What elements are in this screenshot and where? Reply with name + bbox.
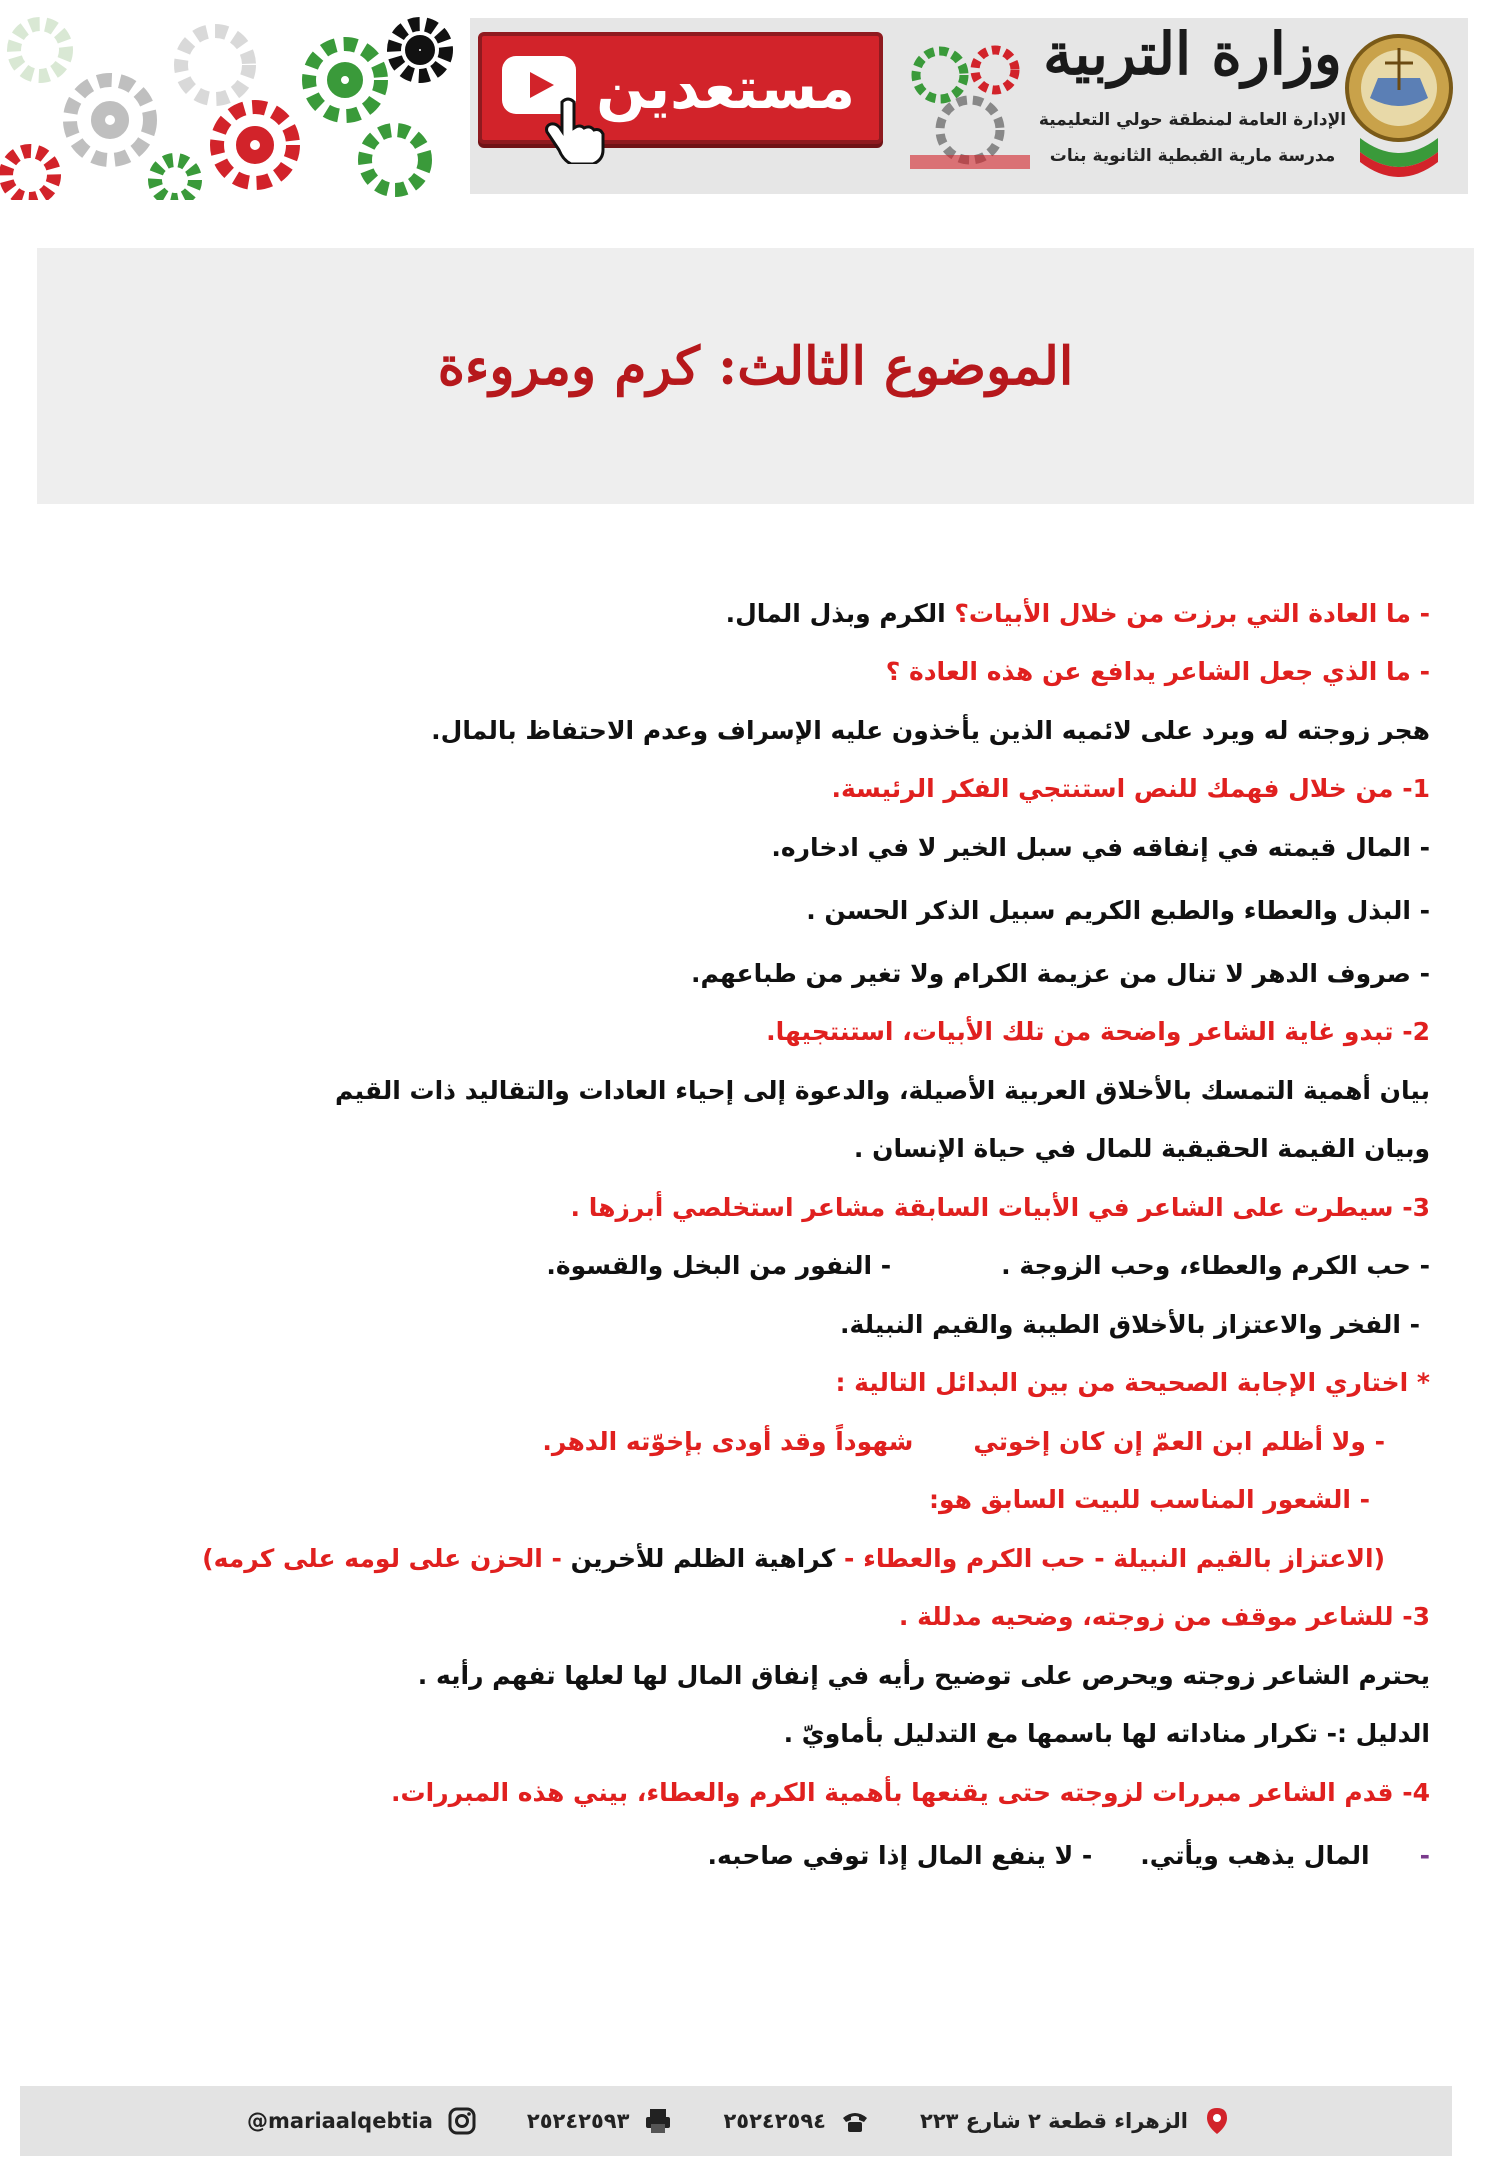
poem-hemistich: - ولا أظلم ابن العمّ إن كان إخوتي — [973, 1427, 1385, 1456]
footer-bar — [20, 2086, 1452, 2156]
district-line: الإدارة العامة لمنطقة حولي التعليمية — [1038, 110, 1347, 130]
answer-line — [225, 1239, 1430, 1293]
footer-instagram[interactable]: @mariaalqebtia — [247, 2109, 433, 2133]
question-line: 4- قدم الشاعر مبررات لزوجته حتى يقنعها بأهمية الكرم والعطاء، بيني هذه المبررات. — [391, 1778, 1430, 1807]
subscribe-button[interactable] — [478, 32, 883, 144]
question-line — [225, 582, 1430, 645]
lesson-content — [202, 582, 1430, 1887]
answer-text: - النفور من البخل والقسوة. — [546, 1251, 892, 1280]
footer-phone: ٢٥٢٤٢٥٩٤ — [723, 2109, 826, 2133]
kuwait-emblem-icon — [1340, 18, 1458, 188]
answer-line — [225, 1824, 1430, 1887]
footer-address: الزهراء قطعة ٢ شارع ٢٢٣ — [920, 2109, 1188, 2133]
answer-line: بيان أهمية التمسك بالأخلاق العربية الأصيلة، والدعوة إلى إحياء العادات والتقاليد ذات القيم — [335, 1076, 1430, 1105]
title-box — [37, 248, 1474, 504]
header-banner — [0, 0, 1500, 200]
answer-line: يحترم الشاعر زوجته ويحرص على توضيح رأيه في إنفاق المال لها لعلها تفهم رأيه . — [417, 1661, 1430, 1690]
poem-hemistich: شهوداً وقد أودى بإخوّته الدهر. — [542, 1427, 914, 1456]
answer-line: - صروف الدهر لا تنال من عزيمة الكرام ولا تغير من طباعهم. — [690, 959, 1430, 988]
question-line: 3- للشاعر موقف من زوجته، وضحيه مدللة . — [898, 1602, 1430, 1631]
footer-fax: ٢٥٢٤٢٥٩٣ — [526, 2109, 630, 2133]
answer-text: - حب الكرم والعطاء، وحب الزوجة . — [1001, 1251, 1430, 1280]
question-line: 3- سيطرت على الشاعر في الأبيات السابقة مشاعر استخلصي أبرزها . — [570, 1193, 1430, 1222]
answer-text: الكرم وبذل المال. — [725, 599, 955, 628]
school-line: مدرسة مارية القبطية الثانوية بنات — [1049, 146, 1336, 166]
location-pin-icon — [1202, 2106, 1232, 2136]
question-text: - ما العادة التي برزت من خلال الأبيات؟ — [954, 599, 1430, 628]
question-line: 1- من خلال فهمك للنص استنتجي الفكر الرئيسة. — [831, 774, 1430, 803]
answer-line: الدليل :- تكرار مناداته لها باسمها مع التدليل بأماويّ . — [783, 1719, 1430, 1748]
phone-icon — [840, 2106, 870, 2136]
answer-text: - لا ينفع المال إذا توفي صاحبه. — [707, 1841, 1093, 1870]
answer-line: وبيان القيمة الحقيقية للمال في حياة الإنسان . — [853, 1134, 1430, 1163]
bullet-dash: - — [1419, 1841, 1430, 1870]
footer-contacts — [247, 2086, 1232, 2156]
answer-line: - الفخر والاعتزاز بالأخلاق الطيبة والقيم النبيلة. — [840, 1310, 1420, 1339]
fax-printer-icon — [643, 2106, 673, 2136]
subscribe-label: مستعدين — [596, 54, 855, 122]
answer-line: - المال قيمته في إنفاقه في سبل الخير لا في ادخاره. — [771, 833, 1430, 862]
answer-line: هجر زوجته له ويرد على لائميه الذين يأخذون عليه الإسراف وعدم الاحتفاظ بالمال. — [431, 716, 1430, 745]
answer-text: المال يذهب ويأتي. — [1140, 1841, 1370, 1870]
answer-line: - البذل والعطاء والطبع الكريم سبيل الذكر الحسن . — [806, 896, 1430, 925]
poem-line — [225, 1410, 1430, 1473]
ministry-name: وزارة التربية — [1043, 20, 1342, 88]
choice-text: - الحزن على لومه على كرمه) — [202, 1544, 562, 1573]
choices-line — [202, 1527, 1430, 1590]
gears-decoration-icon — [0, 10, 460, 200]
question-line: - ما الذي جعل الشاعر يدافع عن هذه العادة ؟ — [885, 657, 1430, 686]
page-title: الموضوع الثالث: كرم ومروءة — [437, 336, 1074, 397]
question-line: * اختاري الإجابة الصحيحة من بين البدائل التالية : — [835, 1368, 1430, 1397]
question-line: 2- تبدو غاية الشاعر واضحة من تلك الأبيات، استنتجيها. — [766, 1017, 1430, 1046]
choice-text: (الاعتزاز بالقيم النبيلة - حب الكرم والعطاء - — [844, 1544, 1385, 1573]
instagram-icon[interactable] — [447, 2106, 477, 2136]
education-logo-icon — [900, 30, 1040, 180]
question-line: - الشعور المناسب للبيت السابق هو: — [928, 1485, 1370, 1514]
choice-text: كراهية الظلم للأخرين — [561, 1544, 845, 1573]
